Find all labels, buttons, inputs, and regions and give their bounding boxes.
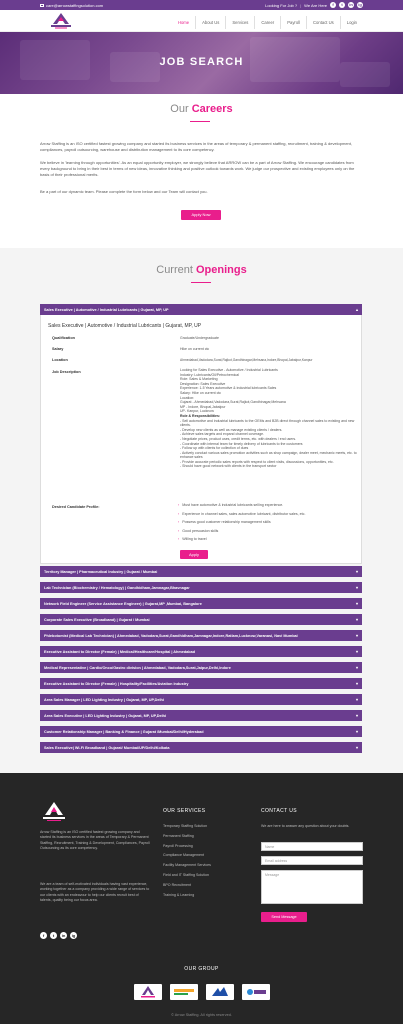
topbar-email[interactable]: care@arrowstaffingsolution.com <box>40 3 103 8</box>
twitter-icon[interactable]: t <box>339 2 345 8</box>
job-accordion-header[interactable]: Executive Assistant to Director (Female) | Medical/Healthcare/Hospital | Ahmedabad ▾ <box>40 646 362 657</box>
chevron-down-icon: ▾ <box>355 633 358 638</box>
job-accordion-header[interactable]: Phlebotomist (Medical Lab Technician) | Ahmedabad, Vadodara,Surat,Gandhidham,Jamnagar,Indore,Ratlam,Lucknow,Varanasi, Navi Mumbai ▾ <box>40 630 362 641</box>
location-value: Ahmedabad,Vadodara,Surat,Rajkot,Gandhinagar,Mehsana,Indore,Bhopal,Jabalpur,Kanpur <box>180 358 313 362</box>
we-are-here-label: We Are Here <box>304 2 327 8</box>
chevron-down-icon: ▾ <box>355 697 358 702</box>
nav-career[interactable]: Career <box>255 16 281 29</box>
job-accordion-header[interactable]: Sales Executive| Wi-Fi Broadband | Gujarat/ Mumbai/UP/Delhi/Kolkata ▾ <box>40 742 362 753</box>
salary-label: Salary <box>52 347 64 351</box>
instagram-icon[interactable]: ig <box>71 933 76 938</box>
candidate-profile-label: Desired Candidate Profile: <box>52 505 100 509</box>
topbar-right <box>265 2 363 8</box>
copyright-text: © Arrow Staffing. All rights reserved. <box>171 1013 232 1017</box>
services-heading: OUR SERVICES <box>163 808 206 814</box>
message-textarea[interactable]: Message <box>261 870 363 904</box>
careers-paragraph-1: Arrow Staffing is an ISO certified fastest growing company and started its business services in the areas of temporary & permanent staffing, recruitment, training & development, compliances, payroll outsourcing, warehouse and distribution management to its core competency. <box>40 141 353 152</box>
arrow-logo[interactable] <box>48 12 74 30</box>
site-header <box>0 10 403 32</box>
chevron-down-icon: ▾ <box>355 729 358 734</box>
job-accordion-header[interactable]: Executive Assistant to Director (Female) | Hospitality/Facilities/Aviation Industry ▾ <box>40 678 362 689</box>
page-banner <box>0 32 403 94</box>
linkedin-icon[interactable]: in <box>349 2 353 7</box>
salary-value: Hike on current ctc <box>180 347 210 351</box>
list-item: › Good persuasion skills <box>178 529 305 538</box>
nav-contact-us[interactable]: Contact Us <box>307 16 341 29</box>
group-logos <box>134 984 270 1000</box>
openings-underline <box>191 282 211 283</box>
careers-underline <box>190 121 210 122</box>
list-item: › Willing to travel <box>178 537 305 546</box>
list-item: › Possess good customer relationship management skills <box>178 520 305 529</box>
group-logo-4[interactable] <box>242 984 270 1000</box>
service-link[interactable]: Permanent Staffing <box>163 833 194 838</box>
job-description-value: Looking for Sales Executive - Automotive / Industrial Lubricants Industry: Lubricants/Oil/Petrochemical Role: Sales & Marketing Designation: Sales Executive Experience: 1-5 Years automotive & industrial lubricants Sales Salary: Hike on current ctc Location: Gujarat - Ahmedabad,Vadodara,Surat,Rajkot,Gandhinagar,Mehsana MP - Indore, Bhopal,Jabalpur UP- Kanpur, Lucknow Role & Responsibilities: - Sell automotive and industrial lubricants to the OEMs and B2B direct through channel sales to existing and new clients. - Develop new clients as well as manage existing clients / dealers. - Achieve sales targets and expand channel coverage. - Negotiate prices, product uses, credit terms, etc. with dealers / end users. - Coordinate with internal team for timely delivery of lubricants to the customers - Follow up with clients for collection of dues - Actively conduct various sales promotion activities such as shop campaign, dealer meet, mechanic meets, etc. to enhance sales - Provide accurate periodic sales reports with respect to client visits, discussions, opportunities, etc. - Should have good network with clients in the transport sector <box>180 368 357 469</box>
list-item: › Experience in channel sales, sales automotive lubricant, distributor sales, etc. <box>178 512 305 521</box>
job-accordion-header[interactable]: Medical Representative | Cardio/Onco/Gastro division | Ahmedabad, Vadodara,Surat,Jaipur,Delhi,Indore ▾ <box>40 662 362 673</box>
footer-about-2: We are a team of self-motivated individuals having vast experience, working together as a company providing a wide range of services to our clients with an endeavour to help our clients recruit best of talents, quality being our focus area. <box>40 882 150 903</box>
chevron-down-icon: ▾ <box>355 585 358 590</box>
chevron-up-icon: ▴ <box>355 307 358 312</box>
topbar-separator: | <box>300 2 302 8</box>
candidate-profile-list <box>178 503 305 546</box>
mail-icon <box>40 4 44 7</box>
chevron-down-icon: ▾ <box>355 713 358 718</box>
group-logo-2[interactable] <box>170 984 198 1000</box>
openings-heading: Current Openings <box>156 264 247 276</box>
main-nav <box>172 16 363 29</box>
service-link[interactable]: BPO Recruitment <box>163 882 191 887</box>
chevron-down-icon: ▾ <box>355 745 358 750</box>
twitter-icon[interactable]: t <box>50 932 57 939</box>
group-logo-arrow[interactable] <box>134 984 162 1000</box>
service-link[interactable]: Field and IT Staffing Solution <box>163 872 210 877</box>
footer-about-1: Arrow Staffing is an ISO certified fastest growing company and started its business services in the areas of Temporary & Permanent Staffing, Recruitment, Training & Development, Compliances, Payroll Outsourcing as its core competency. <box>40 830 150 851</box>
instagram-icon[interactable]: ig <box>358 2 362 7</box>
top-bar <box>0 0 403 10</box>
linkedin-icon[interactable]: in <box>61 933 66 938</box>
job-accordion-header[interactable]: Area Sales Manager | LED Lighting Industry | Gujarat, MP, UP,Delhi ▾ <box>40 694 362 705</box>
job-accordion-header-open[interactable]: Sales Executive | Automotive / Industrial Lubricants | Gujarat, MP, UP ▴ <box>40 304 362 315</box>
apply-job-button[interactable]: Apply <box>180 550 208 559</box>
apply-now-button[interactable]: Apply Now <box>181 210 221 220</box>
chevron-down-icon: ▾ <box>355 601 358 606</box>
email-input[interactable]: Email address <box>261 856 363 865</box>
job-accordion-header[interactable]: Network Field Engineer (Service Assistance Engineer) | Gujarat,MP ,Mumbai, Bangalore ▾ <box>40 598 362 609</box>
job-accordion-header[interactable]: Customer Relationship Manager | Banking & Finance | Gujarat /Mumbai/Delhi/Hyderabad ▾ <box>40 726 362 737</box>
contact-text: We are here to answer any question about your doubts. <box>261 824 350 828</box>
send-message-button[interactable]: Send Message <box>261 912 307 922</box>
careers-paragraph-2: We believe in 'learning through opportunities'. As an equal opportunity employer, we strongly believe that ARROW can be a part of Arrow Staffing. We encourage candidates from every background to bring in their best in terms of new ideas, innovative thinking and positive outlook towards work. We judge our prospective and existing employees only on the basis of their professional merits. <box>40 160 355 177</box>
footer-social <box>40 932 77 939</box>
chevron-down-icon: ▾ <box>355 681 358 686</box>
list-item: › Must have automotive & industrial lubricants selling experience. <box>178 503 305 512</box>
careers-paragraph-3: Be a part of our dynamic team. Please complete the form below and our Team will contact you. <box>40 189 208 194</box>
nav-home[interactable]: Home <box>172 16 196 29</box>
nav-services[interactable]: Services <box>226 16 255 29</box>
contact-heading: CONTACT US <box>261 808 298 814</box>
service-link[interactable]: Training & Learning <box>163 892 195 897</box>
chevron-down-icon: ▾ <box>355 665 358 670</box>
job-accordion-header[interactable]: Area Sales Executive | LED Lighting Industry | Gujarat, MP, UP,Delhi ▾ <box>40 710 362 721</box>
group-logo-3[interactable] <box>206 984 234 1000</box>
job-detail-title: Sales Executive | Automotive / Industrial Lubricants | Gujarat, MP, UP <box>48 323 202 329</box>
qualification-value: Graduate/Undergraduate <box>180 336 219 340</box>
nav-login[interactable]: Login <box>346 20 357 25</box>
nav-about-us[interactable]: About Us <box>196 16 226 29</box>
qualification-label: Qualification <box>52 336 75 340</box>
careers-heading: Our Careers <box>170 103 233 115</box>
nav-payroll[interactable]: Payroll <box>281 16 307 29</box>
service-link[interactable]: Payroll Processing <box>163 843 193 848</box>
service-link[interactable]: Temporary Staffing Solution <box>163 824 208 828</box>
looking-for-job-link[interactable]: Looking For Job ? <box>265 2 298 8</box>
name-input[interactable]: Name <box>261 842 363 851</box>
service-link[interactable]: Facility Management Services <box>163 863 211 868</box>
job-accordion-header[interactable]: Lab Technician (Biochemistry / Hematology) | Gandhidham,Jamnagar,Bhavnagar ▾ <box>40 582 362 593</box>
our-group-heading: OUR GROUP <box>184 966 219 972</box>
job-accordion-header[interactable]: Corporate Sales Executive (Broadband) | Gujarat / Mumbai ▾ <box>40 614 362 625</box>
chevron-down-icon: ▾ <box>355 617 358 622</box>
facebook-icon[interactable]: f <box>330 2 336 8</box>
page-title: JOB SEARCH <box>159 56 244 68</box>
chevron-down-icon: ▾ <box>355 569 358 574</box>
location-label: Location <box>52 358 68 362</box>
job-accordion-header[interactable]: Territory Manager | Pharmaceutical Industry | Gujarat / Mumbai ▾ <box>40 566 362 577</box>
job-description-label: Job Description <box>52 370 81 374</box>
services-list <box>163 824 211 902</box>
footer-arrow-logo[interactable] <box>40 801 68 823</box>
service-link[interactable]: Compliance Management <box>163 853 204 858</box>
chevron-down-icon: ▾ <box>355 649 358 654</box>
facebook-icon[interactable]: f <box>40 932 47 939</box>
